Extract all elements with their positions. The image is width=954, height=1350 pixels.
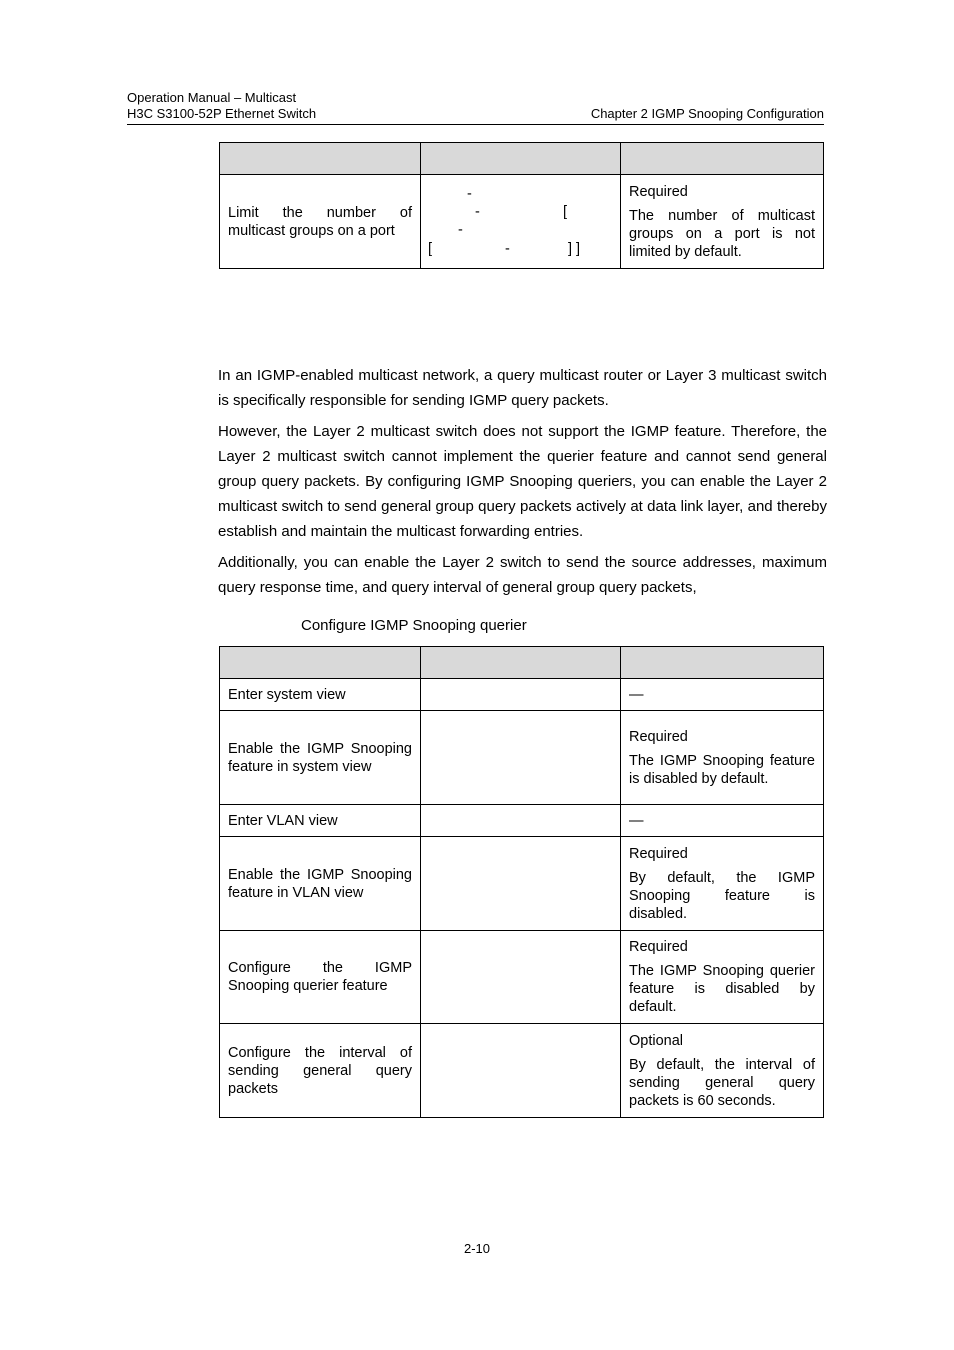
remark-title: Required: [629, 939, 688, 955]
paragraph: Additionally, you can enable the Layer 2 switch to send the source addresses, maximum query response time, and query interval of general group query packets,: [218, 554, 827, 596]
operation-cell: Enable the IGMP Snooping feature in VLAN view: [220, 837, 421, 931]
header-left: [127, 90, 316, 122]
header-cell: [621, 143, 824, 175]
table-row: [220, 711, 824, 805]
command-cell: [421, 931, 621, 1024]
header-cell: [421, 647, 621, 679]
operation-cell: Enter VLAN view: [220, 805, 421, 837]
command-glyph: -: [467, 186, 472, 202]
operation-cell: Enter system view: [220, 679, 421, 711]
header-rule: [127, 124, 824, 125]
operation-cell: Limit the number of multicast groups on a port: [220, 175, 421, 269]
operation-cell: Configure the IGMP Snooping querier feature: [220, 931, 421, 1024]
table-row: [220, 1024, 824, 1118]
table-row: [220, 837, 824, 931]
table-row: [220, 679, 824, 711]
remark-title: Required: [629, 728, 688, 745]
command-glyph: -: [475, 204, 480, 220]
command-glyph: -: [458, 222, 463, 238]
table-header-row: [220, 143, 824, 175]
operation-cell: Configure the interval of sending general query packets: [220, 1024, 421, 1118]
table-row: [220, 175, 824, 269]
table-port-limit: [219, 142, 824, 269]
header-cell: [220, 647, 421, 679]
operation-cell: Enable the IGMP Snooping feature in system view: [220, 711, 421, 805]
command-glyph: [: [428, 241, 433, 257]
command-glyph: ] ]: [568, 241, 581, 257]
remark-text: By default, the IGMP Snooping feature is disabled.: [629, 869, 815, 922]
header-manual-title: Operation Manual – Multicast: [127, 90, 297, 105]
remark-cell: [621, 837, 824, 931]
table-caption: Configure IGMP Snooping querier: [301, 617, 527, 634]
body-text: [218, 363, 827, 606]
remark-text: The number of multicast groups on a port is not limited by default.: [629, 207, 815, 260]
remark-title: —: [629, 686, 644, 703]
paragraph: In an IGMP-enabled multicast network, a query multicast router or Layer 3 multicast switch is specifically responsible for sending IGMP query packets.: [218, 367, 827, 409]
paragraph: However, the Layer 2 multicast switch does not support the IGMP feature. Therefore, the Layer 2 multicast switch cannot implement the querier feature and cannot send general group query packets. By configuring IGMP Snooping queriers, you can enable the Layer 2 multicast switch to send general group query packets actively at data link layer, and thereby establish and maintain the multicast forwarding entries.: [218, 423, 827, 540]
remark-title: Required: [629, 845, 688, 862]
remark-cell: [621, 1024, 824, 1118]
remark-cell: [621, 931, 824, 1024]
command-glyph: [: [563, 204, 568, 220]
table-querier: [219, 646, 824, 1118]
remark-cell: [621, 175, 824, 269]
command-cell: [421, 679, 621, 711]
command-cell: [421, 805, 621, 837]
remark-cell: [621, 805, 824, 837]
remark-cell: [621, 679, 824, 711]
table-row: [220, 931, 824, 1024]
page-number: 2-10: [463, 1241, 491, 1256]
command-cell: [421, 175, 621, 269]
table-header-row: [220, 647, 824, 679]
header-product: H3C S3100-52P Ethernet Switch: [127, 106, 317, 121]
command-cell: [421, 837, 621, 931]
command-cell: [421, 711, 621, 805]
remark-title: —: [629, 812, 644, 829]
remark-title: Optional: [629, 1032, 684, 1049]
command-cell: [421, 1024, 621, 1118]
header-cell: [621, 647, 824, 679]
header-cell: [220, 143, 421, 175]
remark-title: Required: [629, 183, 688, 200]
header-chapter: Chapter 2 IGMP Snooping Configuration: [590, 106, 824, 121]
remark-text: By default, the interval of sending general query packets is 60 seconds.: [629, 1056, 815, 1109]
table-row: [220, 805, 824, 837]
header-cell: [421, 143, 621, 175]
command-glyph: -: [505, 241, 510, 257]
remark-cell: [621, 711, 824, 805]
remark-text: The IGMP Snooping querier feature is disabled by default.: [629, 963, 815, 1015]
remark-text: The IGMP Snooping feature is disabled by default.: [629, 752, 815, 787]
